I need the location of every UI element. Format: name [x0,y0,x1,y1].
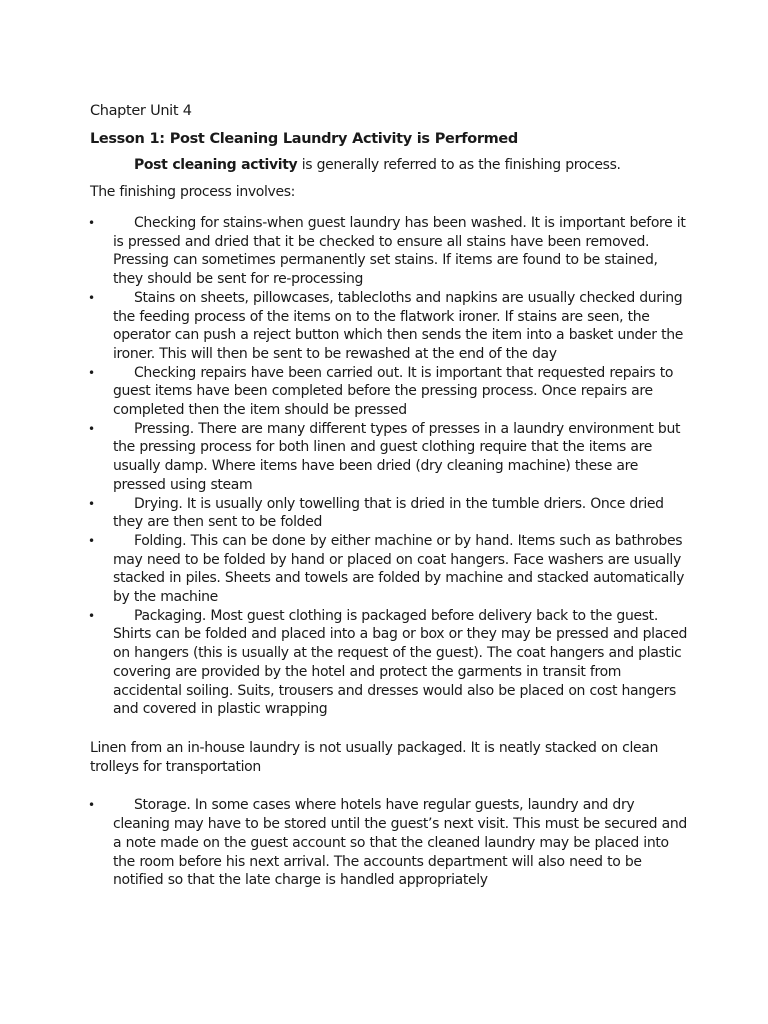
linen-paragraph: Linen from an in-house laundry is not usually packaged. It is neatly stacked on clean trolleys for transportation [90,739,659,775]
list-item-text: Storage. In some cases where hotels have regular guests, laundry and dry cleaning may have to be stored until the guest’s next visit. This must be secured and a note made on the guest account so that the cleaned laundry may be placed into the room before his next arrival. The accounts department will also need to be notified so that the late charge is handled appropriately [113,797,687,889]
list-item [90,420,690,495]
bullet-icon: • [88,533,95,548]
bullet-icon: • [88,365,95,380]
list-item-text: Checking repairs have been carried out. It is important that requested repairs to guest items have been completed before the pressing process. Once repairs are completed then the item should be pressed [113,364,674,419]
intro-paragraph [90,152,690,180]
chapter-heading: Chapter Unit 4 [90,103,192,119]
list-item [90,607,690,719]
list-item-text: Pressing. There are many different types of presses in a laundry environment but the pressing process for both linen and guest clothing require that the items are usually damp. Where items have been dried (dry cleaning machine) these are pressed using steam [113,420,681,493]
bullet-icon: • [88,290,95,305]
intro-term: Post cleaning activity [134,157,298,173]
list-item [90,495,690,532]
bullet-icon: • [88,608,95,623]
list-item [90,364,690,420]
bullet-icon: • [88,216,95,230]
bullet-icon: • [88,496,95,511]
finishing-steps-list [90,214,690,719]
list-item-text: Packaging. Most guest clothing is packaged before delivery back to the guest. Shirts can be folded and placed into a bag or box or they may be pressed and placed on hangers (this is usually at the request of the guest). The coat hangers and plastic covering are provided by the hotel and protect the garments in transit from accidental soiling. Suits, trousers and dresses would also be placed on cost hangers and covered in plastic wrapping [113,607,688,718]
list-item-text: Drying. It is usually only towelling that is dried in the tumble driers. Once dried they are then sent to be folded [113,495,664,531]
storage-list [90,796,690,890]
bullet-icon: • [88,798,95,813]
document-body [90,100,690,890]
list-item [90,289,690,364]
list-item-text: Stains on sheets, pillowcases, tablecloths and napkins are usually checked during the feeding process of the items on to the flatwork ironer. If stains are seen, the operator can push a reject button which then sends the item into a basket under the ironer. This will then be sent to be rewashed at the end of the day [113,289,684,362]
lesson-heading: Lesson 1: Post Cleaning Laundry Activity is Performed [90,131,518,147]
list-item-text: Folding. This can be done by either machine or by hand. Items such as bathrobes may need to be folded by hand or placed on coat hangers. Face washers are usually stacked in piles. Sheets and towels are folded by machine and stacked automatically by the machine [113,532,685,606]
list-item [90,532,690,607]
lead-sentence: The finishing process involves: [90,184,296,200]
list-item [90,796,690,890]
list-item [90,214,690,289]
list-item-text: Checking for stains-when guest laundry has been washed. It is important before it is pressed and dried that it be checked to ensure all stains have been removed. Pressing can sometimes permanently set stains. If items are found to be stained, they should be sent for re-processing [113,215,686,288]
intro-text: is generally referred to as the finishing process. [297,157,621,173]
bullet-icon: • [88,421,95,436]
